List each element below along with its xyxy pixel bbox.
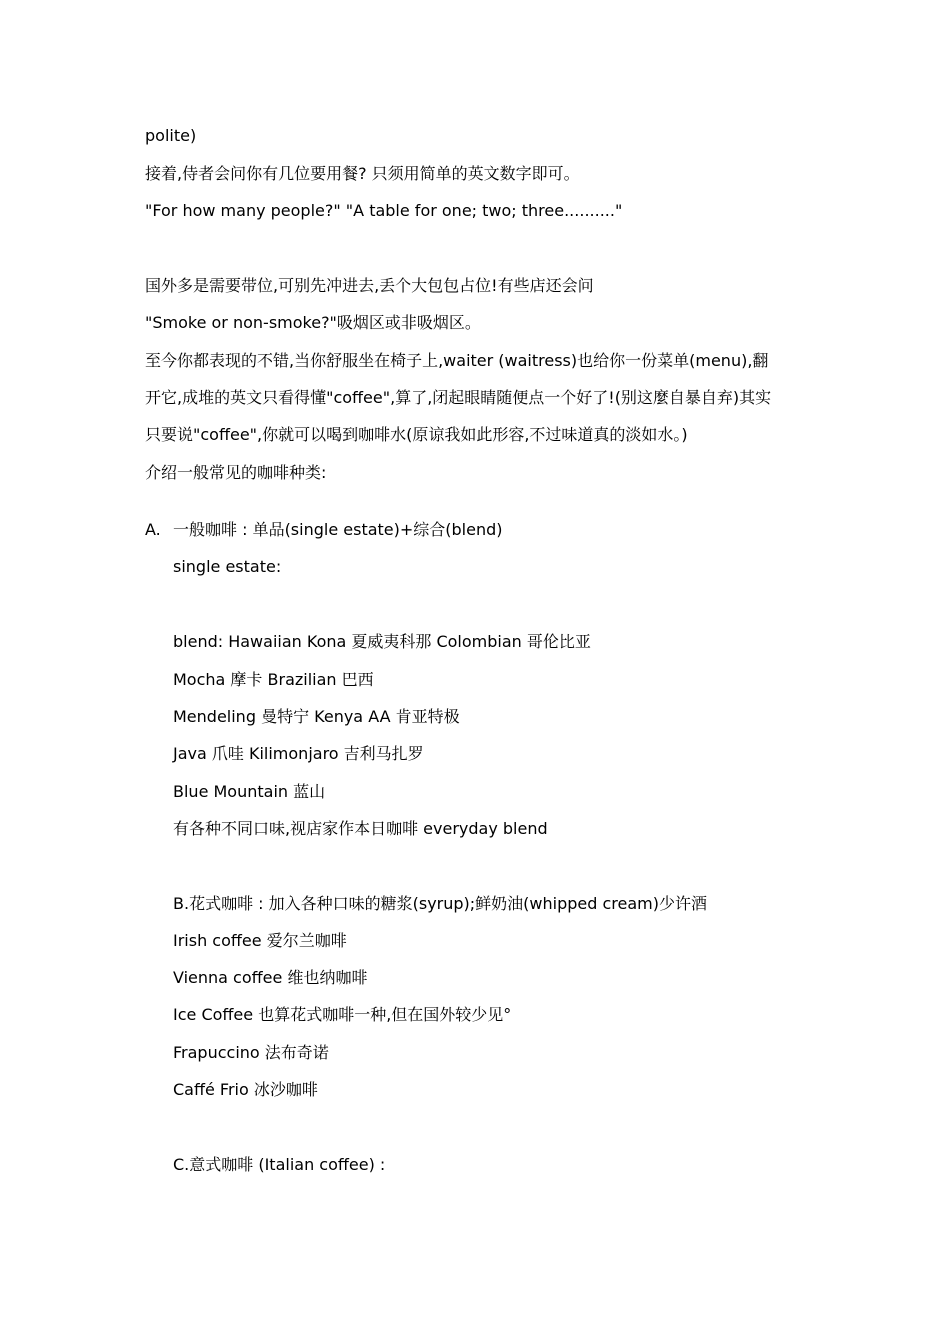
seating-line-6: 介绍一般常见的咖啡种类: bbox=[145, 463, 327, 482]
section-b-line-3: Ice Coffee 也算花式咖啡一种,但在国外较少见° bbox=[173, 1005, 512, 1024]
section-b-line-1: Irish coffee 爱尔兰咖啡 bbox=[173, 931, 347, 950]
section-b-line-2: Vienna coffee 维也纳咖啡 bbox=[173, 968, 368, 987]
section-c-heading: C.意式咖啡 (Italian coffee) : bbox=[173, 1155, 386, 1174]
section-a-heading: 一般咖啡 : 单品(single estate)+综合(blend) bbox=[173, 520, 503, 539]
section-a-line-4: Java 爪哇 Kilimonjaro 吉利马扎罗 bbox=[173, 744, 424, 763]
seating-line-1: 国外多是需要带位,可别先冲进去,丢个大包包占位!有些店还会问 bbox=[145, 276, 594, 295]
section-a-line-3: Mendeling 曼特宁 Kenya AA 肯亚特极 bbox=[173, 707, 460, 726]
section-a-marker: A. bbox=[145, 520, 161, 539]
intro-line-2: 接着,侍者会问你有几位要用餐? 只须用简单的英文数字即可。 bbox=[145, 164, 580, 183]
intro-line-3: "For how many people?" "A table for one; two; three.........." bbox=[145, 201, 623, 220]
section-a-line-2: Mocha 摩卡 Brazilian 巴西 bbox=[173, 670, 374, 689]
seating-line-4: 开它,成堆的英文只看得懂"coffee",算了,闭起眼睛随便点一个好了!(别这麼自暴自弃)其实 bbox=[145, 388, 772, 407]
seating-line-2: "Smoke or non-smoke?"吸烟区或非吸烟区。 bbox=[145, 313, 481, 332]
section-a-line-5: Blue Mountain 蓝山 bbox=[173, 782, 326, 801]
section-b-line-4: Frapuccino 法布奇诺 bbox=[173, 1043, 329, 1062]
section-b-line-5: Caffé Frio 冰沙咖啡 bbox=[173, 1080, 318, 1099]
section-a-line-1: blend: Hawaiian Kona 夏威夷科那 Colombian 哥伦比亚 bbox=[173, 632, 591, 651]
intro-line-1: polite) bbox=[145, 126, 197, 145]
single-estate-label: single estate: bbox=[173, 557, 282, 576]
seating-line-5: 只要说"coffee",你就可以喝到咖啡水(原谅我如此形容,不过味道真的淡如水。) bbox=[145, 425, 688, 444]
section-b-heading: B.花式咖啡 : 加入各种口味的糖浆(syrup);鲜奶油(whipped cream)少许酒 bbox=[173, 894, 707, 913]
seating-line-3: 至今你都表现的不错,当你舒服坐在椅子上,waiter (waitress)也给你一份菜单(menu),翻 bbox=[145, 351, 769, 370]
section-a-line-6: 有各种不同口味,视店家作本日咖啡 everyday blend bbox=[173, 819, 548, 838]
